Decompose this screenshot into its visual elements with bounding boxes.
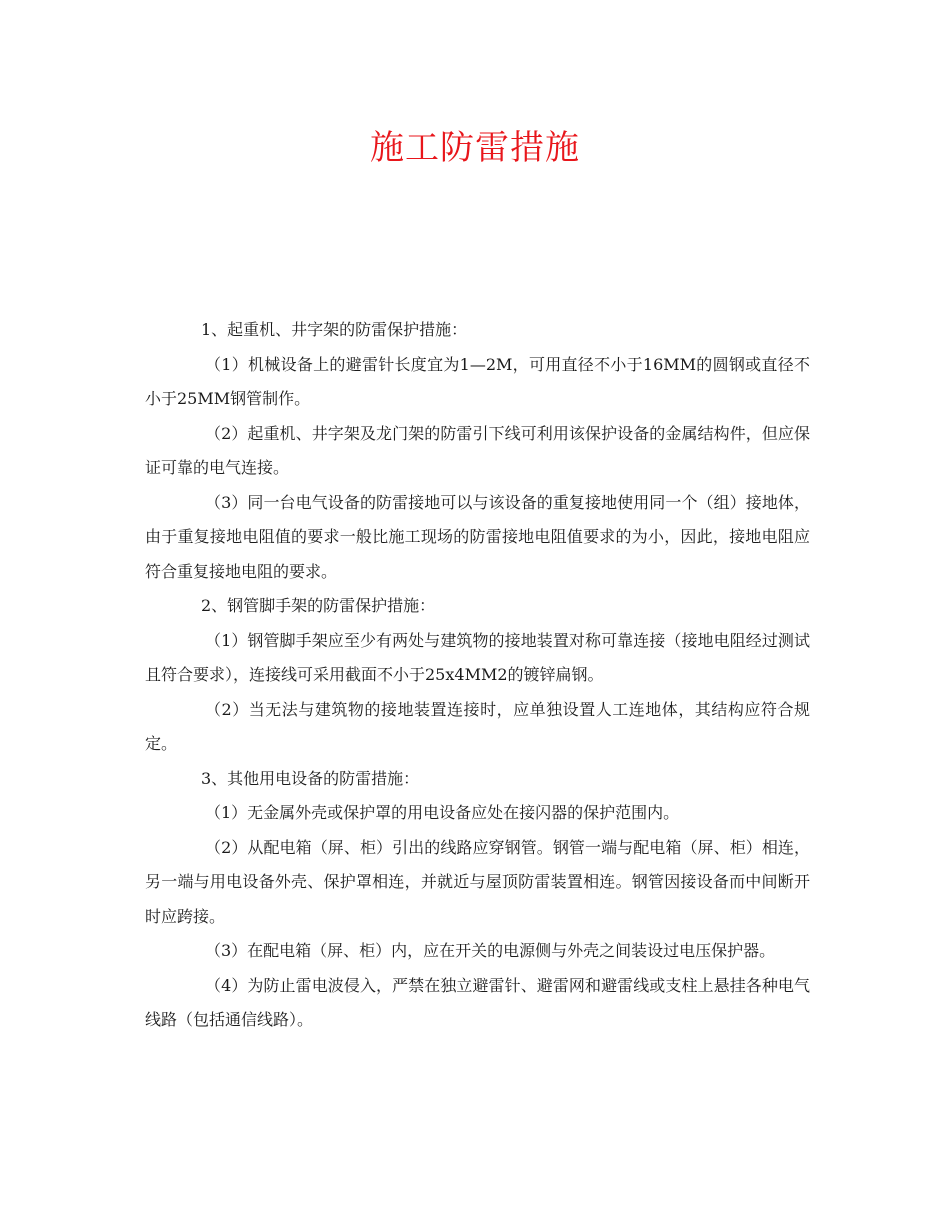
section-item: （3）在配电箱（屏、柜）内，应在开关的电源侧与外壳之间装设过电压保护器。 (205, 941, 776, 960)
section-heading: 1、起重机、井字架的防雷保护措施： (201, 320, 468, 339)
section-heading: 3、其他用电设备的防雷措施： (201, 768, 420, 788)
section-item: （1）机械设备上的避雷针长度宜为1—2M，可用直径不小于16MM的圆钢或直径不小于25MM钢管制作。 (145, 354, 810, 408)
section-item: （2）从配电箱（屏、柜）引出的线路应穿钢管。钢管一端与配电箱（屏、柜）相连，另一端与用电设备外壳、保护罩相连，并就近与屋顶防雷装置相连。钢管因接设备而中间断开时应跨接。 (145, 837, 810, 926)
document-body (145, 313, 810, 1038)
document-title: 施工防雷措施 (370, 128, 580, 168)
section-item: （2）起重机、井字架及龙门架的防雷引下线可利用该保护设备的金属结构件，但应保证可靠的电气连接。 (145, 423, 810, 477)
section-item: （2）当无法与建筑物的接地装置连接时，应单独设置人工连地体，其结构应符合规定。 (145, 699, 810, 753)
section-heading: 2、钢管脚手架的防雷保护措施： (201, 596, 436, 615)
section-item: （3）同一台电气设备的防雷接地可以与该设备的重复接地使用同一个（组）接地体，由于重复接地电阻值的要求一般比施工现场的防雷接地电阻值要求的为小，因此，接地电阻应符合重复接地电阻的要求。 (145, 492, 810, 581)
section-item: （1）无金属外壳或保护罩的用电设备应处在接闪器的保护范围内。 (205, 803, 680, 822)
section-item: （4）为防止雷电波侵入，严禁在独立避雷针、避雷网和避雷线或支柱上悬挂各种电气线路（包括通信线路）。 (145, 975, 810, 1029)
section-item: （1）钢管脚手架应至少有两处与建筑物的接地装置对称可靠连接（接地电阻经过测试且符合要求），连接线可采用截面不小于25x4MM2的镀锌扁钢。 (145, 630, 810, 684)
